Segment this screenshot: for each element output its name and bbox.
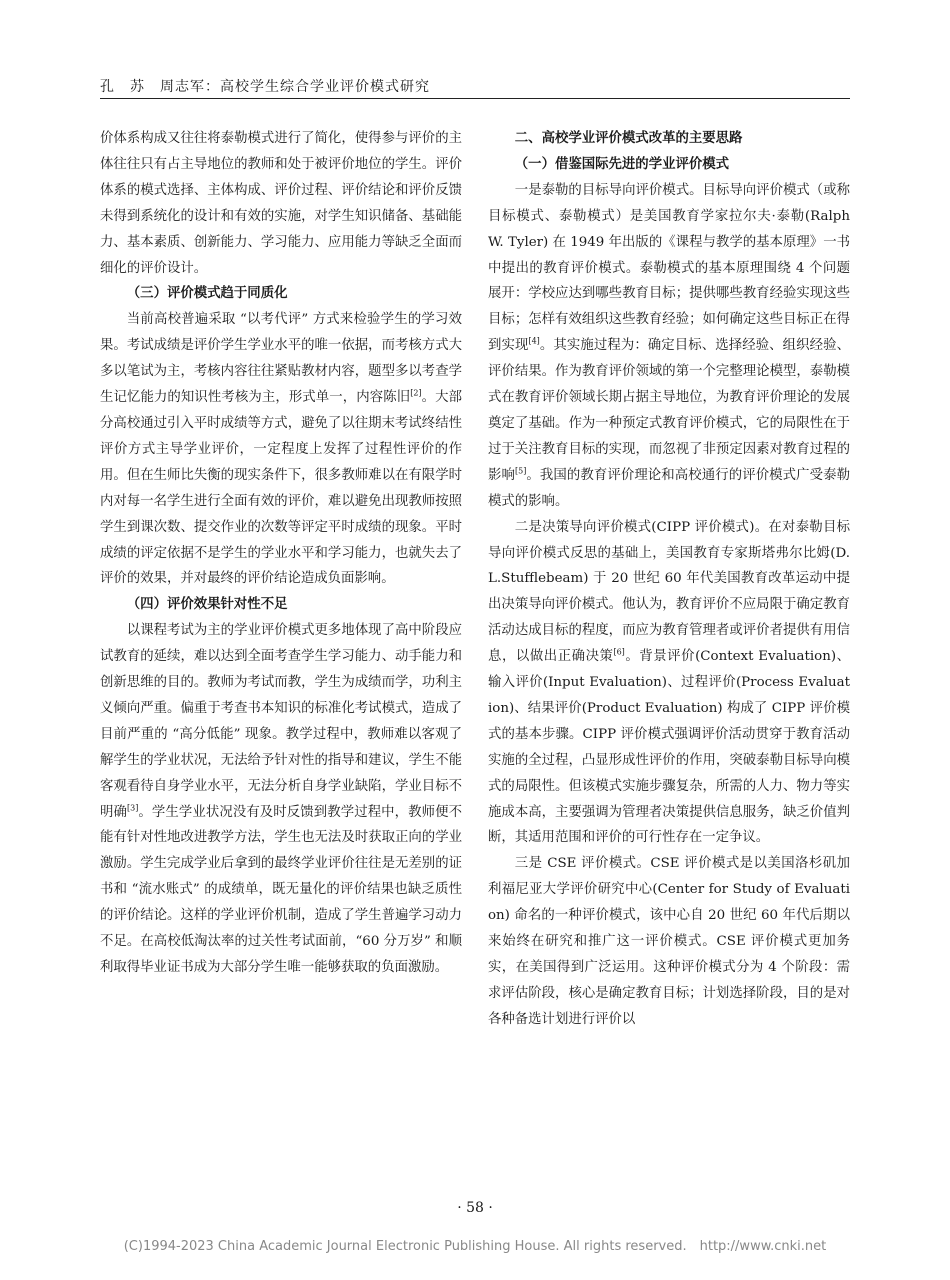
subsection-heading-2-1: （一）借鉴国际先进的学业评价模式: [514, 156, 730, 172]
header-rule: [100, 98, 850, 99]
section-heading-2: 二、高校学业评价模式改革的主要思路: [514, 131, 743, 146]
copyright-notice: (C)1994-2023 China Academic Journal Electronic Publishing House. All rights reserved. http://www.cnki.net: [123, 1239, 827, 1254]
citation-ref-4: [4]: [528, 336, 540, 346]
citation-ref-5: [5]: [514, 466, 527, 476]
citation-ref-6: [6]: [613, 647, 625, 657]
right-column: [488, 126, 850, 1033]
left-paragraph-3: 以课程考试为主的学业评价模式更多地体现了高中阶段应试教育的延续，难以达到全面考查学生学习能力、动手能力和创新思维的目的。教师为考试而教，学生为成绩而学，功利主义倾向严重。偏重于考查书本知识的标准化考试模式，造成了目前严重的 “高分低能” 现象。教学过程中，教师难以客观了解学生的学业状况，无法给予针对性的指导和建议，学生不能客观看待自身学业水平，无法分析自身学业缺陷，学业目标不明确[3]。学生学业状况没有及时反馈到教学过程中，教师便不能有针对性地改进教学方法，学生也无法及时获取正向的学业激励。学生完成学业后拿到的最终学业评价往往是无差别的证书和 “流水账式” 的成绩单，既无量化的评价结果也缺乏质性的评价结论。这样的学业评价机制，造成了学生普遍学习动力不足。在高校低淘汰率的过关性考试面前，“60 分万岁” 和顺利取得毕业证书成为大部分学生唯一能够获取的负面激励。: [100, 623, 463, 975]
right-paragraph-2: 二是决策导向评价模式(CIPP 评价模式)。在对泰勒目标导向评价模式反思的基础上，美国教育专家斯塔弗尔比姆(D.L.Stufflebeam) 于 20 世纪 60 年代美国教育改革运动中提出决策导向评价模式。他认为，教育评价不应局限于确定教育活动达成目标的程度，而应为教育管理者或评价者提供有用信息，以做出正确决策[6]。背景评价(Context Evaluation)、输入评价(Input Evaluation)、过程评价(Process Evaluation)、结果评价(Product Evaluation) 构成了 CIPP 评价模式的基本步骤。CIPP 评价模式强调评价活动贯穿于教育活动实施的全过程，凸显形成性评价的作用，突破泰勒目标导向模式的局限性。但该模式实施步骤复杂，所需的人力、物力等实施成本高，主要强调为管理者决策提供信息服务，缺乏价值判断，其适用范围和评价的可行性存在一定争议。: [488, 519, 850, 846]
section-heading-4: （四）评价效果针对性不足: [126, 597, 288, 613]
right-paragraph-1: 一是泰勒的目标导向评价模式。目标导向评价模式（或称目标模式、泰勒模式）是美国教育学家拉尔夫·泰勒(Ralph W. Tyler) 在 1949 年出版的《课程与教学的基本原理》一书中提出的教育评价模式。泰勒模式的基本原理围绕 4 个问题展开：学校应达到哪些教育目标；提供哪些教育经验实现这些目标；怎样有效组织这些教育经验；如何确定这些目标正在得到实现[4]。其实施过程为：确定目标、选择经验、组织经验、评价结果。作为教育评价领域的第一个完整理论模型，泰勒模式在教育评价领域长期占据主导地位，为教育评价理论的发展奠定了基础。作为一种预定式教育评价模式，它的局限性在于过于关注教育目标的实现，而忽视了非预定因素对教育过程的影响[5]。我国的教育评价理论和高校通行的评价模式广受泰勒模式的影响。: [488, 182, 851, 509]
left-column: [100, 126, 462, 981]
section-heading-3: （三）评价模式趋于同质化: [126, 286, 288, 302]
running-header: 孔 苏 周志军：高校学生综合学业评价模式研究: [100, 79, 430, 95]
page-number: · 58 ·: [457, 1200, 493, 1216]
citation-ref-2: [2]: [410, 388, 422, 398]
left-paragraph-1: 价体系构成又往往将泰勒模式进行了简化，使得参与评价的主体往往只有占主导地位的教师和处于被评价地位的学生。评价体系的模式选择、主体构成、评价过程、评价结论和评价反馈未得到系统化的设计和有效的实施，对学生知识储备、基础能力、基本素质、创新能力、学习能力、应用能力等缺乏全面而细化的评价设计。: [100, 131, 462, 276]
citation-ref-3: [3]: [126, 803, 139, 813]
right-paragraph-3: 三是 CSE 评价模式。CSE 评价模式是以美国洛杉矶加利福尼亚大学评价研究中心(Center for Study of Evaluation) 命名的一种评价模式，该中心自 20 世纪 60 年代后期以来始终在研究和推广这一评价模式。CSE 评价模式更加务实，在美国得到广泛运用。这种评价模式分为 4 个阶段：需求评估阶段，核心是确定教育目标；计划选择阶段，目的是对各种备选计划进行评价以: [488, 856, 850, 1027]
left-paragraph-2: 当前高校普遍采取 “以考代评” 方式来检验学生的学习效果。考试成绩是评价学生学业水平的唯一依据，而考核方式大多以笔试为主，考核内容往往紧贴教材内容，题型多以考查学生记忆能力的知识性考核为主，形式单一，内容陈旧[2]。大部分高校通过引入平时成绩等方式，避免了以往期末考试终结性评价方式主导学业评价，一定程度上发挥了过程性评价的作用。但在生师比失衡的现实条件下，很多教师难以在有限学时内对每一名学生进行全面有效的评价，难以避免出现教师按照学生到课次数、提交作业的次数等评定平时成绩的现象。平时成绩的评定依据不是学生的学业水平和学习能力，也就失去了评价的效果，并对最终的评价结论造成负面影响。: [100, 312, 463, 587]
